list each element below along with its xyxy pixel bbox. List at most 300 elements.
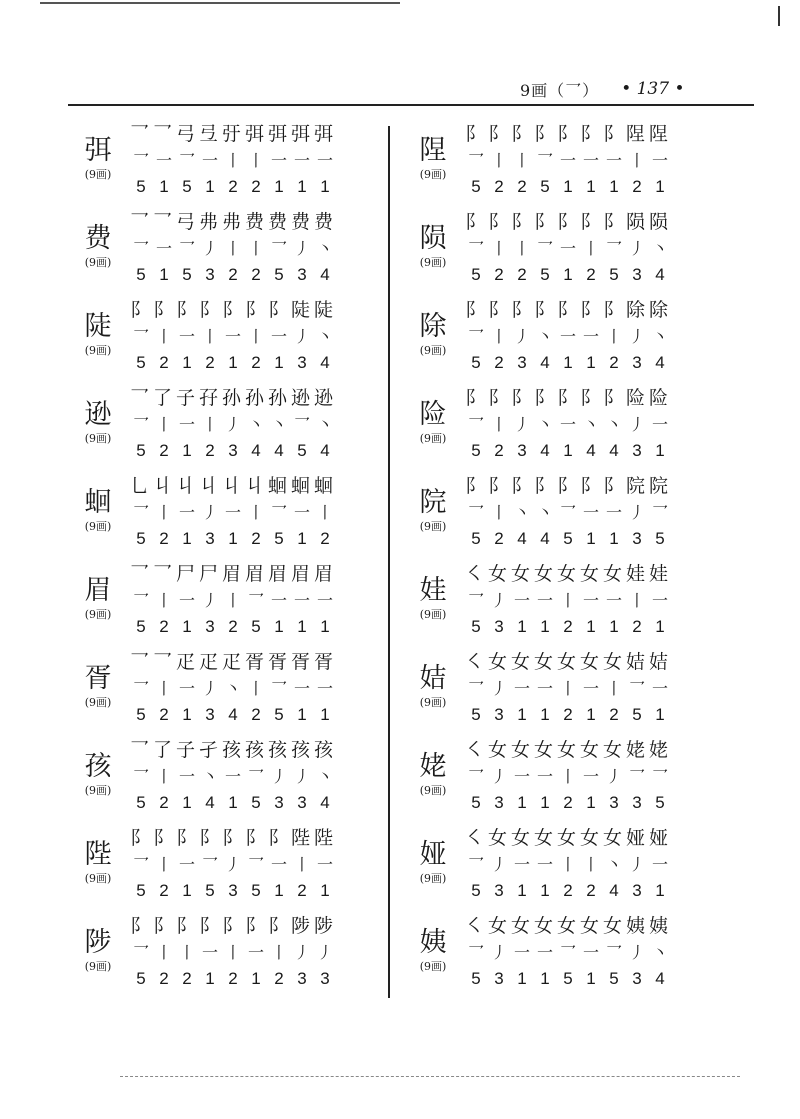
stroke-shape: 丨	[247, 327, 264, 346]
stroke-order-step: 女	[557, 915, 577, 937]
stroke-order-step: 弙	[222, 123, 242, 145]
stroke-shape: 丿	[490, 591, 507, 610]
stroke-shape: 丨	[559, 679, 576, 698]
stroke-code: 2	[251, 353, 261, 372]
stroke-code: 5	[251, 793, 261, 812]
stroke-code: 3	[205, 617, 215, 636]
stroke-order-step: 阝	[153, 299, 173, 321]
stroke-shape: 乛	[605, 239, 622, 258]
stroke-code: 3	[205, 705, 215, 724]
stroke-code: 3	[632, 969, 642, 988]
stroke-code: 5	[136, 529, 146, 548]
stroke-shape: 一	[293, 151, 310, 170]
stroke-order-step: 陡	[314, 299, 334, 321]
stroke-order-steps	[130, 386, 336, 410]
stroke-code: 3	[632, 265, 642, 284]
stroke-code: 1	[182, 793, 192, 812]
stroke-order-step: 胥	[291, 651, 311, 673]
stroke-order-step: 陛	[291, 827, 311, 849]
stroke-order-step: 弭	[314, 123, 334, 145]
stroke-codes	[465, 704, 671, 726]
stroke-order-step: 孩	[245, 739, 265, 761]
stroke-code: 1	[586, 705, 596, 724]
stroke-shape: 一	[582, 591, 599, 610]
stroke-order-step: 乛	[130, 651, 150, 673]
stroke-shape: 乛	[132, 415, 149, 434]
stroke-code: 1	[586, 793, 596, 812]
stroke-order-step: 女	[534, 827, 554, 849]
stroke-code: 4	[320, 793, 330, 812]
stroke-order-step: 疋	[176, 651, 196, 673]
stroke-shape: 一	[178, 591, 195, 610]
character-block	[70, 310, 126, 358]
stroke-code: 5	[251, 617, 261, 636]
stroke-order-step: 陛	[314, 827, 334, 849]
character: 姞	[419, 663, 447, 694]
stroke-code: 5	[471, 969, 481, 988]
stroke-shapes	[465, 502, 671, 524]
stroke-code: 4	[517, 529, 527, 548]
stroke-order-step: 丩	[199, 475, 219, 497]
stroke-shape: 丨	[247, 151, 264, 170]
stroke-order-step: 尸	[199, 563, 219, 585]
stroke-code: 2	[251, 177, 261, 196]
stroke-codes	[130, 440, 336, 462]
stroke-code: 1	[517, 617, 527, 636]
stroke-shape: 乛	[270, 503, 287, 522]
stroke-shape: 一	[513, 767, 530, 786]
stroke-code: 5	[136, 353, 146, 372]
stroke-code: 1	[655, 881, 665, 900]
stroke-count-label: (9画)	[84, 872, 112, 885]
stroke-code: 4	[540, 441, 550, 460]
stroke-order-step: 阝	[511, 123, 531, 145]
stroke-shape: 一	[224, 767, 241, 786]
stroke-order-step: 险	[649, 387, 669, 409]
character-entry	[70, 558, 370, 646]
stroke-order-step: 弓	[176, 123, 196, 145]
stroke-code: 1	[228, 793, 238, 812]
stroke-code: 3	[632, 441, 642, 460]
stroke-order-step: 陧	[626, 123, 646, 145]
stroke-shape: 一	[178, 679, 195, 698]
stroke-shape: 一	[582, 767, 599, 786]
stroke-order-step: 孙	[268, 387, 288, 409]
stroke-order-step: 眉	[268, 563, 288, 585]
stroke-shapes	[130, 678, 336, 700]
stroke-shape: 乛	[132, 767, 149, 786]
stroke-shape: 丿	[490, 679, 507, 698]
stroke-order-step: 娃	[626, 563, 646, 585]
stroke-order-step: 乛	[130, 739, 150, 761]
stroke-order-step: 阝	[511, 211, 531, 233]
stroke-order-step: 阝	[176, 299, 196, 321]
stroke-count-label: (9画)	[419, 256, 447, 269]
stroke-order-step: 陡	[291, 299, 311, 321]
stroke-code: 2	[182, 969, 192, 988]
stroke-order-step: 姨	[626, 915, 646, 937]
stroke-order-step: ㇛	[465, 739, 485, 761]
stroke-order-steps	[465, 562, 671, 586]
stroke-shape: 丶	[651, 943, 668, 962]
stroke-order-step: 丩	[245, 475, 265, 497]
stroke-shape: 丨	[490, 503, 507, 522]
stroke-shape: 一	[536, 855, 553, 874]
character-entry	[405, 910, 705, 998]
character: 娅	[419, 839, 447, 870]
stroke-code: 1	[159, 265, 169, 284]
stroke-order-steps	[465, 914, 671, 938]
character-entry	[405, 470, 705, 558]
character-entry	[70, 382, 370, 470]
stroke-order-step: 女	[488, 651, 508, 673]
stroke-code: 2	[205, 353, 215, 372]
stroke-code: 1	[540, 617, 550, 636]
character-block	[70, 134, 126, 182]
stroke-shape: 丶	[316, 239, 333, 258]
stroke-order-steps	[465, 738, 671, 762]
character-entry	[405, 822, 705, 910]
stroke-code: 3	[609, 793, 619, 812]
bottom-rule	[120, 1076, 740, 1078]
stroke-code: 1	[297, 705, 307, 724]
stroke-order-step: 孙	[222, 387, 242, 409]
stroke-order-step: ㇛	[465, 563, 485, 585]
stroke-shape: 一	[559, 415, 576, 434]
stroke-order-step: 阝	[199, 915, 219, 937]
stroke-order-step: 阝	[557, 387, 577, 409]
stroke-order-step: 弭	[291, 123, 311, 145]
stroke-order-step: 蛔	[291, 475, 311, 497]
stroke-code: 5	[136, 617, 146, 636]
stroke-shape: 乛	[651, 503, 668, 522]
stroke-code: 1	[274, 177, 284, 196]
stroke-code: 3	[228, 881, 238, 900]
stroke-code: 1	[228, 529, 238, 548]
stroke-shape: 丨	[155, 943, 172, 962]
stroke-order-step: 阝	[603, 475, 623, 497]
stroke-code: 5	[205, 881, 215, 900]
stroke-order-step: 阝	[580, 123, 600, 145]
stroke-order-steps	[130, 738, 336, 762]
stroke-order-step: 险	[626, 387, 646, 409]
stroke-code: 2	[632, 177, 642, 196]
stroke-shape: 一	[513, 591, 530, 610]
stroke-shape: 丿	[628, 855, 645, 874]
stroke-shape: 一	[651, 855, 668, 874]
stroke-shape: 丿	[201, 503, 218, 522]
character-block	[405, 574, 461, 622]
stroke-code: 2	[586, 881, 596, 900]
stroke-order-step: 孑	[199, 739, 219, 761]
stroke-order-step: 女	[557, 651, 577, 673]
stroke-count-label: (9画)	[419, 608, 447, 621]
stroke-order-step: 女	[603, 563, 623, 585]
stroke-order-step: 阝	[603, 387, 623, 409]
stroke-order-step: 女	[488, 915, 508, 937]
stroke-code: 2	[228, 617, 238, 636]
stroke-code: 2	[228, 177, 238, 196]
stroke-code: 3	[494, 793, 504, 812]
stroke-shape: 一	[651, 151, 668, 170]
stroke-order-step: 姞	[649, 651, 669, 673]
stroke-order-step: 胥	[314, 651, 334, 673]
stroke-shape: 一	[201, 943, 218, 962]
stroke-shape: 乛	[467, 855, 484, 874]
stroke-order-step: 丩	[176, 475, 196, 497]
character-block	[405, 310, 461, 358]
stroke-code: 1	[655, 441, 665, 460]
stroke-order-step: 胥	[268, 651, 288, 673]
stroke-count-label: (9画)	[84, 960, 112, 973]
stroke-shape: 丨	[224, 239, 241, 258]
corner-mark	[778, 6, 780, 26]
stroke-shape: 一	[513, 679, 530, 698]
stroke-shape: 丿	[490, 855, 507, 874]
stroke-order-step: 丩	[222, 475, 242, 497]
character-block	[405, 838, 461, 886]
stroke-shape: 乛	[628, 679, 645, 698]
stroke-code: 5	[297, 441, 307, 460]
stroke-order-steps	[130, 298, 336, 322]
stroke-shape: 一	[559, 327, 576, 346]
stroke-codes	[465, 440, 671, 462]
stroke-code: 1	[563, 353, 573, 372]
stroke-shape: 丶	[582, 415, 599, 434]
stroke-code: 1	[609, 617, 619, 636]
stroke-code: 1	[182, 617, 192, 636]
header-section: 9画（乛）	[520, 80, 600, 100]
stroke-shape: 丶	[605, 855, 622, 874]
stroke-count-label: (9画)	[84, 696, 112, 709]
stroke-shape: 乛	[467, 767, 484, 786]
stroke-code: 1	[320, 705, 330, 724]
stroke-order-step: 阝	[557, 475, 577, 497]
stroke-shape: 一	[536, 679, 553, 698]
stroke-shape: 一	[178, 327, 195, 346]
stroke-order-steps	[465, 122, 671, 146]
stroke-code: 1	[320, 881, 330, 900]
character-entry	[405, 734, 705, 822]
stroke-code: 2	[494, 529, 504, 548]
stroke-code: 5	[540, 265, 550, 284]
stroke-code: 4	[320, 441, 330, 460]
stroke-code: 3	[494, 881, 504, 900]
stroke-code: 5	[471, 265, 481, 284]
stroke-count-label: (9画)	[84, 432, 112, 445]
stroke-order-steps	[465, 298, 671, 322]
stroke-code: 2	[517, 177, 527, 196]
stroke-shape: 乛	[467, 591, 484, 610]
character-entry	[70, 294, 370, 382]
character-entry	[70, 206, 370, 294]
stroke-order-step: 丩	[153, 475, 173, 497]
stroke-order-step: 阝	[534, 123, 554, 145]
stroke-code: 1	[517, 793, 527, 812]
stroke-order-step: 除	[626, 299, 646, 321]
stroke-shape: 一	[582, 679, 599, 698]
stroke-codes	[130, 704, 336, 726]
stroke-shape: 丨	[628, 151, 645, 170]
stroke-shape: 丨	[490, 239, 507, 258]
stroke-code: 5	[182, 177, 192, 196]
stroke-shape: 一	[155, 151, 172, 170]
stroke-shapes	[130, 854, 336, 876]
stroke-code: 5	[471, 793, 481, 812]
stroke-shape: 一	[582, 151, 599, 170]
character: 胥	[84, 663, 112, 694]
stroke-shape: 一	[293, 503, 310, 522]
stroke-order-step: 阝	[153, 915, 173, 937]
stroke-shape: 一	[513, 943, 530, 962]
stroke-code: 3	[632, 881, 642, 900]
character: 除	[419, 311, 447, 342]
stroke-code: 3	[517, 441, 527, 460]
stroke-code: 1	[274, 353, 284, 372]
stroke-shape: 一	[559, 151, 576, 170]
stroke-shape: 丿	[490, 767, 507, 786]
stroke-code: 2	[320, 529, 330, 548]
stroke-code: 5	[136, 441, 146, 460]
stroke-order-step: 女	[511, 827, 531, 849]
stroke-order-steps	[465, 474, 671, 498]
stroke-order-step: 费	[245, 211, 265, 233]
stroke-order-step: 阝	[268, 827, 288, 849]
stroke-order-step: 弖	[199, 123, 219, 145]
stroke-code: 1	[655, 617, 665, 636]
stroke-shape: 丨	[201, 415, 218, 434]
stroke-code: 2	[494, 177, 504, 196]
stroke-shape: 乛	[467, 151, 484, 170]
stroke-code: 4	[586, 441, 596, 460]
stroke-shape: 乛	[132, 327, 149, 346]
stroke-order-step: 姥	[626, 739, 646, 761]
stroke-code: 2	[159, 441, 169, 460]
stroke-shape: 一	[651, 415, 668, 434]
stroke-code: 2	[563, 793, 573, 812]
stroke-codes	[465, 880, 671, 902]
stroke-shape: 丨	[155, 503, 172, 522]
stroke-shape: 丿	[293, 767, 310, 786]
stroke-order-step: 女	[534, 915, 554, 937]
stroke-code: 2	[563, 881, 573, 900]
stroke-order-step: 孩	[268, 739, 288, 761]
stroke-shape: 乛	[178, 239, 195, 258]
stroke-order-step: 院	[626, 475, 646, 497]
stroke-code: 2	[159, 969, 169, 988]
stroke-order-step: 除	[649, 299, 669, 321]
character-block	[70, 398, 126, 446]
stroke-order-step: 阝	[222, 915, 242, 937]
stroke-code: 3	[494, 705, 504, 724]
stroke-order-steps	[130, 826, 336, 850]
stroke-order-step: 阝	[488, 387, 508, 409]
stroke-order-steps	[130, 122, 336, 146]
stroke-shape: 一	[536, 943, 553, 962]
stroke-shape: 一	[270, 855, 287, 874]
stroke-shape: 一	[513, 855, 530, 874]
stroke-order-step: 阝	[603, 299, 623, 321]
stroke-shape: 乛	[132, 503, 149, 522]
stroke-shape: 丨	[490, 327, 507, 346]
stroke-count-label: (9画)	[84, 344, 112, 357]
stroke-order-step: 弭	[245, 123, 265, 145]
stroke-shape: 一	[605, 151, 622, 170]
stroke-code: 5	[471, 353, 481, 372]
stroke-order-step: 胥	[245, 651, 265, 673]
stroke-order-step: 女	[488, 739, 508, 761]
stroke-code: 3	[494, 617, 504, 636]
stroke-shape: 丶	[651, 327, 668, 346]
stroke-order-step: 阝	[580, 299, 600, 321]
stroke-code: 3	[228, 441, 238, 460]
character: 陛	[84, 839, 112, 870]
stroke-code: 2	[159, 705, 169, 724]
stroke-shape: 丨	[224, 151, 241, 170]
stroke-code: 1	[540, 793, 550, 812]
stroke-code: 5	[540, 177, 550, 196]
stroke-code: 1	[609, 177, 619, 196]
stroke-codes	[130, 528, 336, 550]
stroke-code: 4	[320, 265, 330, 284]
character-entry	[405, 118, 705, 206]
stroke-shape: 乛	[247, 855, 264, 874]
stroke-order-step: 阝	[534, 475, 554, 497]
stroke-order-step: 娅	[649, 827, 669, 849]
stroke-shape: 丿	[628, 415, 645, 434]
stroke-code: 5	[136, 793, 146, 812]
stroke-order-step: 女	[580, 915, 600, 937]
stroke-shape: 丨	[490, 151, 507, 170]
stroke-code: 5	[471, 705, 481, 724]
stroke-order-step: 阝	[199, 827, 219, 849]
stroke-order-step: 陨	[626, 211, 646, 233]
stroke-shape: 丿	[201, 679, 218, 698]
stroke-shape: 丨	[224, 943, 241, 962]
stroke-code: 1	[251, 969, 261, 988]
stroke-shapes	[130, 238, 336, 260]
stroke-shape: 一	[651, 591, 668, 610]
stroke-order-step: 女	[603, 651, 623, 673]
stroke-shape: 丨	[559, 591, 576, 610]
stroke-code: 5	[632, 705, 642, 724]
stroke-shape: 丨	[490, 415, 507, 434]
stroke-code: 4	[251, 441, 261, 460]
stroke-shape: 一	[178, 855, 195, 874]
stroke-order-step: 阝	[130, 827, 150, 849]
stroke-code: 4	[655, 353, 665, 372]
stroke-code: 5	[471, 617, 481, 636]
stroke-codes	[130, 880, 336, 902]
character: 陨	[419, 223, 447, 254]
stroke-shape: 乛	[605, 943, 622, 962]
stroke-shape: 乛	[559, 503, 576, 522]
stroke-order-step: 娃	[649, 563, 669, 585]
stroke-order-step: 女	[511, 651, 531, 673]
right-column	[405, 118, 705, 998]
stroke-shape: 丨	[155, 855, 172, 874]
stroke-order-step: 女	[580, 827, 600, 849]
stroke-code: 3	[632, 793, 642, 812]
stroke-order-step: 阝	[488, 299, 508, 321]
stroke-order-step: 逊	[291, 387, 311, 409]
stroke-shapes	[465, 326, 671, 348]
stroke-order-step: 阝	[176, 915, 196, 937]
stroke-shape: 丿	[201, 591, 218, 610]
character-entry	[405, 382, 705, 470]
stroke-code: 2	[586, 265, 596, 284]
stroke-codes	[130, 352, 336, 374]
